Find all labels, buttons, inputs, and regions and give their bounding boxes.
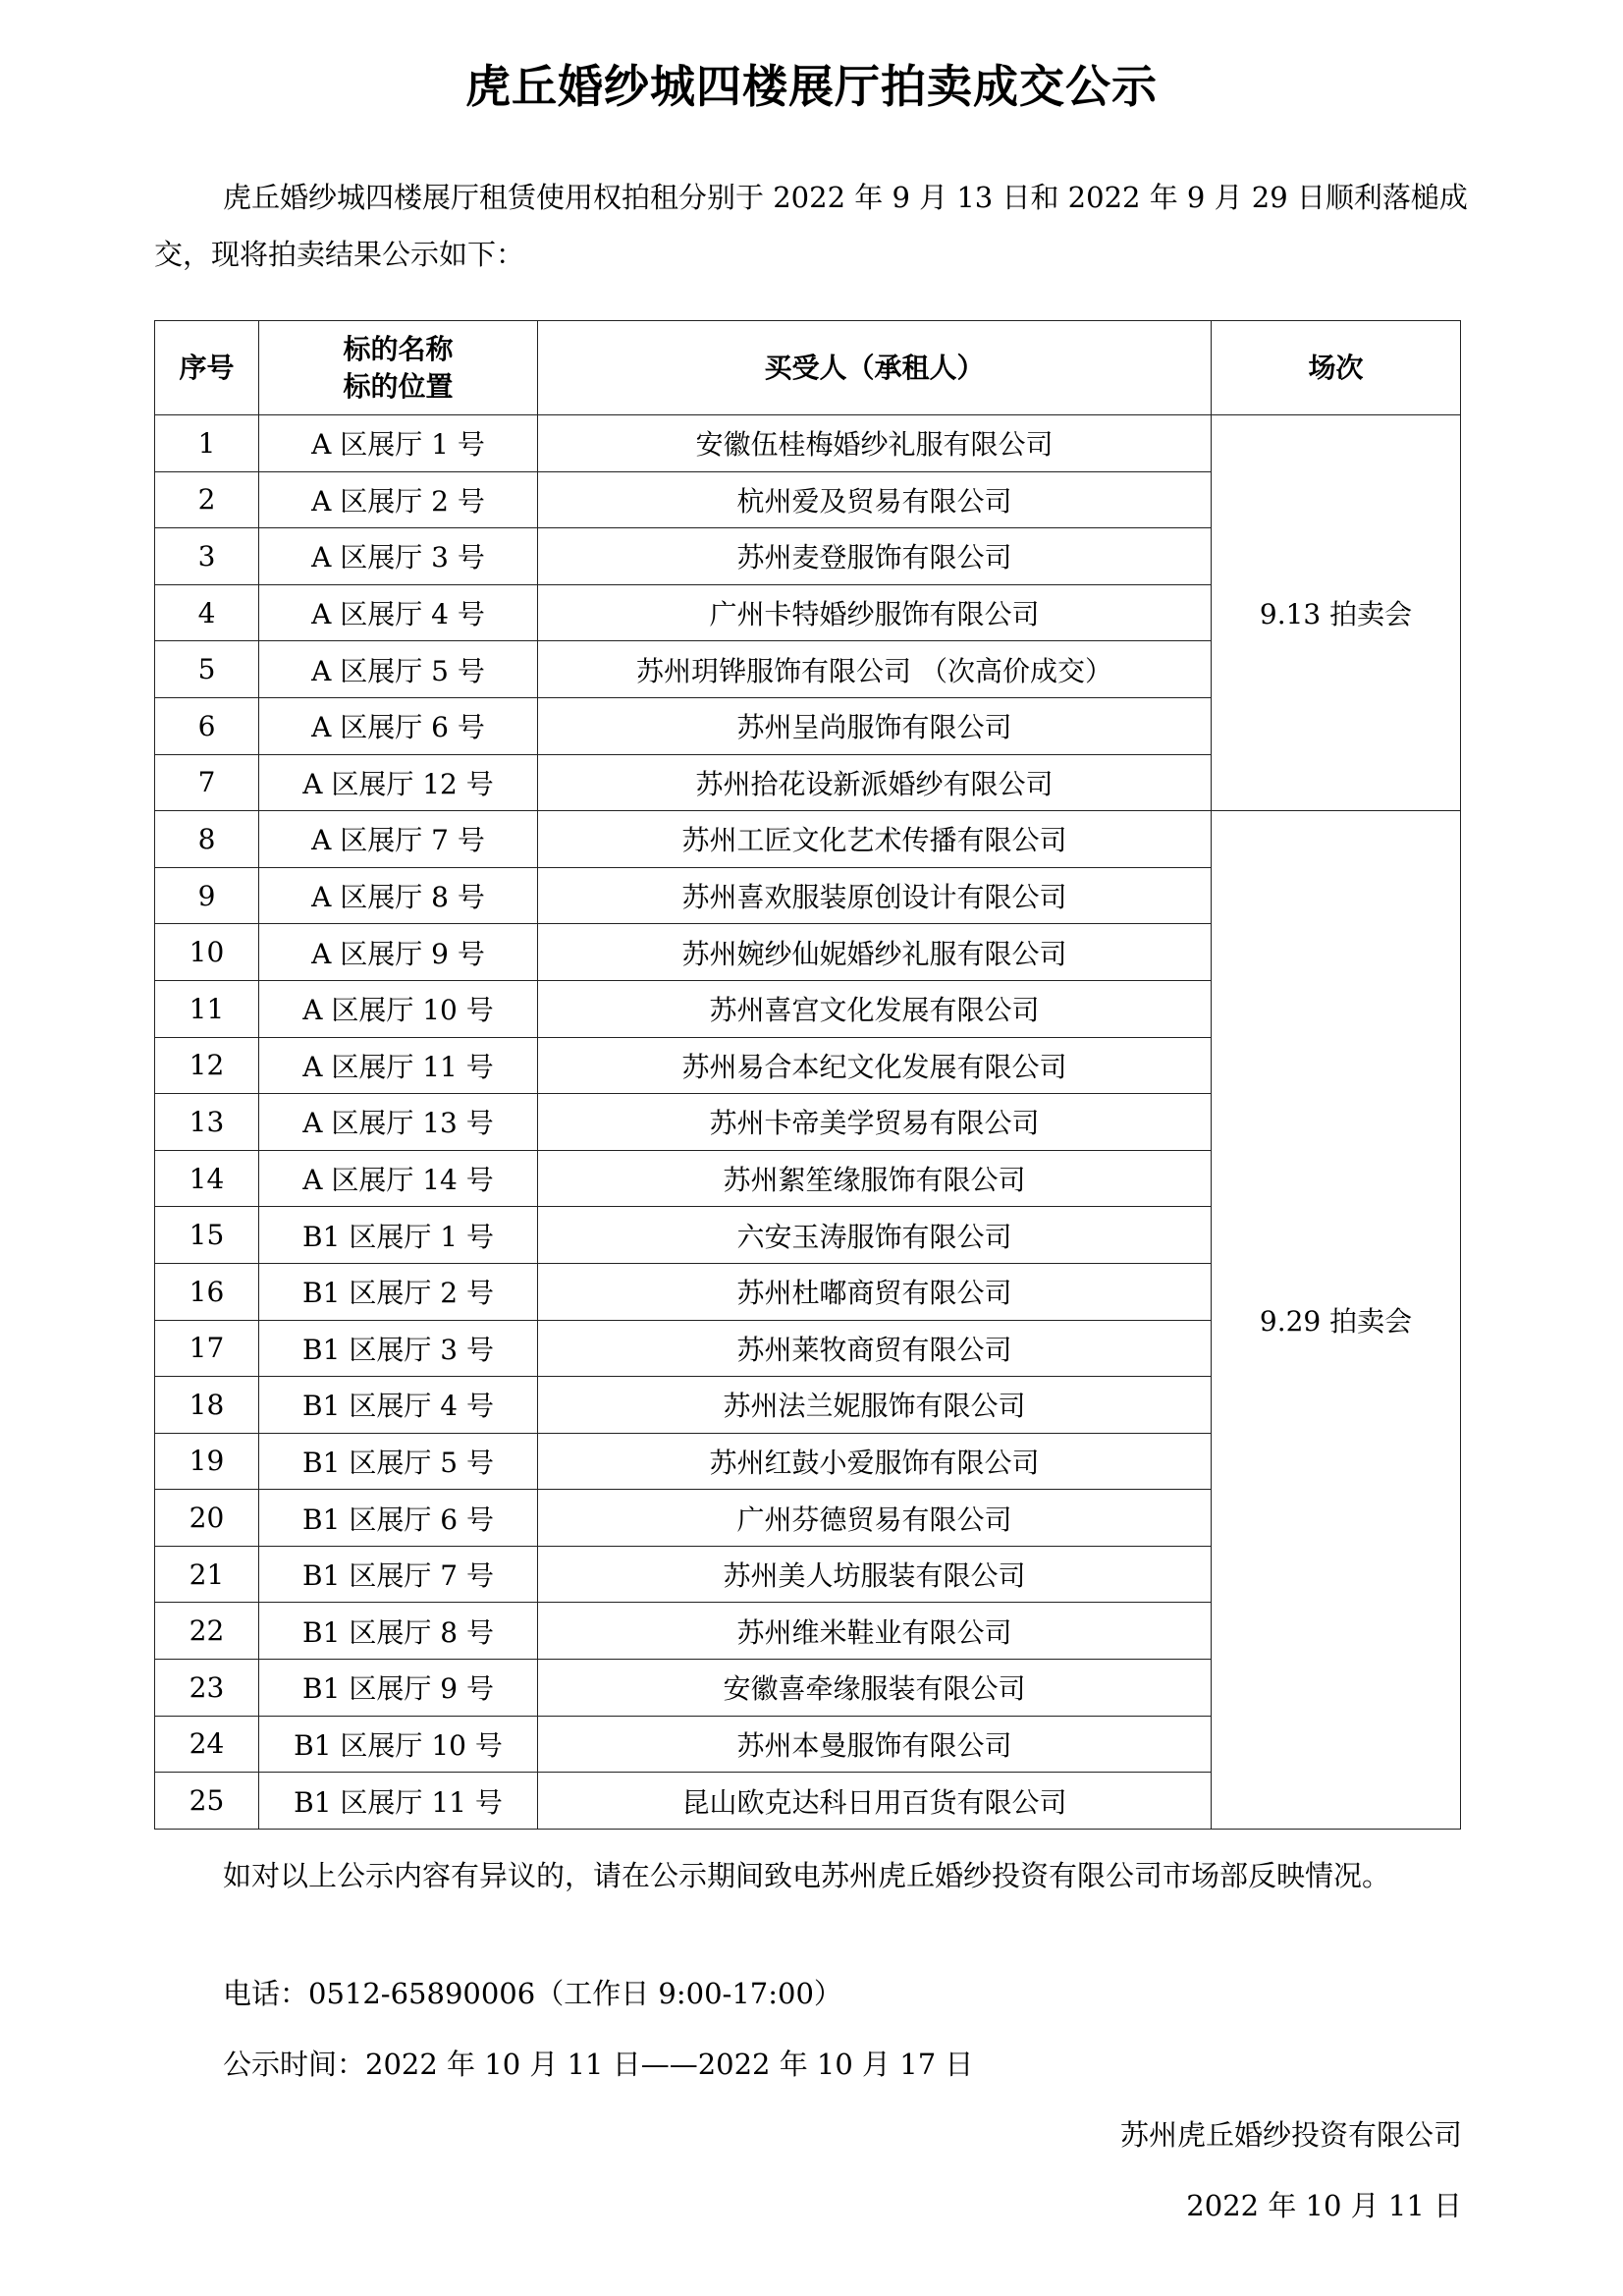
cell-buyer: 广州卡特婚纱服饰有限公司 <box>538 584 1212 641</box>
cell-buyer: 苏州美人坊服装有限公司 <box>538 1546 1212 1603</box>
cell-item: A 区展厅 7 号 <box>259 811 538 868</box>
cell-buyer: 苏州易合本纪文化发展有限公司 <box>538 1037 1212 1094</box>
header-item-name: 标的名称 <box>343 332 454 365</box>
cell-item: B1 区展厅 8 号 <box>259 1603 538 1660</box>
cell-buyer: 苏州呈尚服饰有限公司 <box>538 697 1212 754</box>
cell-buyer: 昆山欧克达科日用百货有限公司 <box>538 1773 1212 1830</box>
cell-session: 9.13 拍卖会 <box>1212 415 1461 811</box>
cell-item: A 区展厅 2 号 <box>259 471 538 528</box>
cell-buyer: 苏州法兰妮服饰有限公司 <box>538 1377 1212 1434</box>
cell-item: B1 区展厅 6 号 <box>259 1490 538 1547</box>
header-item-location: 标的位置 <box>343 369 454 403</box>
cell-buyer: 广州芬德贸易有限公司 <box>538 1490 1212 1547</box>
cell-item: A 区展厅 14 号 <box>259 1150 538 1207</box>
cell-buyer: 苏州玥铧服饰有限公司 （次高价成交） <box>538 641 1212 698</box>
cell-item: A 区展厅 13 号 <box>259 1094 538 1151</box>
cell-seq: 6 <box>155 697 259 754</box>
cell-buyer: 苏州拾花设新派婚纱有限公司 <box>538 754 1212 811</box>
publicity-period: 公示时间：2022 年 10 月 11 日——2022 年 10 月 17 日 <box>223 2048 974 2081</box>
contact-phone: 电话：0512-65890006（工作日 9:00-17:00） <box>223 1977 842 2010</box>
cell-session: 9.29 拍卖会 <box>1212 811 1461 1830</box>
cell-item: B1 区展厅 1 号 <box>259 1207 538 1264</box>
cell-item: B1 区展厅 11 号 <box>259 1773 538 1830</box>
cell-item: A 区展厅 4 号 <box>259 584 538 641</box>
cell-seq: 11 <box>155 980 259 1037</box>
cell-buyer: 六安玉涛服饰有限公司 <box>538 1207 1212 1264</box>
cell-seq: 22 <box>155 1603 259 1660</box>
cell-buyer: 苏州喜欢服装原创设计有限公司 <box>538 867 1212 924</box>
cell-seq: 4 <box>155 584 259 641</box>
cell-seq: 14 <box>155 1150 259 1207</box>
cell-item: A 区展厅 12 号 <box>259 754 538 811</box>
cell-buyer: 安徽喜牵缘服装有限公司 <box>538 1660 1212 1717</box>
cell-seq: 24 <box>155 1716 259 1773</box>
cell-buyer: 苏州麦登服饰有限公司 <box>538 528 1212 585</box>
cell-buyer: 苏州工匠文化艺术传播有限公司 <box>538 811 1212 868</box>
table-body <box>155 415 1461 1830</box>
cell-item: A 区展厅 3 号 <box>259 528 538 585</box>
cell-seq: 12 <box>155 1037 259 1094</box>
cell-seq: 10 <box>155 924 259 981</box>
cell-item: B1 区展厅 4 号 <box>259 1377 538 1434</box>
cell-seq: 7 <box>155 754 259 811</box>
cell-item: A 区展厅 11 号 <box>259 1037 538 1094</box>
header-session: 场次 <box>1212 321 1461 415</box>
cell-item: B1 区展厅 2 号 <box>259 1263 538 1320</box>
cell-item: B1 区展厅 7 号 <box>259 1546 538 1603</box>
cell-buyer: 苏州絮笙缘服饰有限公司 <box>538 1150 1212 1207</box>
table-row <box>155 811 1461 868</box>
header-seq: 序号 <box>155 321 259 415</box>
cell-item: A 区展厅 10 号 <box>259 980 538 1037</box>
cell-item: B1 区展厅 9 号 <box>259 1660 538 1717</box>
cell-buyer: 苏州喜宫文化发展有限公司 <box>538 980 1212 1037</box>
cell-seq: 2 <box>155 471 259 528</box>
header-buyer: 买受人（承租人） <box>538 321 1212 415</box>
cell-item: A 区展厅 5 号 <box>259 641 538 698</box>
objection-note: 如对以上公示内容有异议的，请在公示期间致电苏州虎丘婚纱投资有限公司市场部反映情况。 <box>223 1859 1391 1892</box>
cell-buyer: 苏州红鼓小爱服饰有限公司 <box>538 1433 1212 1490</box>
cell-item: B1 区展厅 5 号 <box>259 1433 538 1490</box>
cell-seq: 16 <box>155 1263 259 1320</box>
cell-item: A 区展厅 1 号 <box>259 415 538 472</box>
cell-buyer: 安徽伍桂梅婚纱礼服有限公司 <box>538 415 1212 472</box>
cell-seq: 17 <box>155 1320 259 1377</box>
cell-seq: 1 <box>155 415 259 472</box>
intro-paragraph: 虎丘婚纱城四楼展厅租赁使用权拍租分别于 2022 年 9 月 13 日和 2022 年 9 月 29 日顺利落槌成交，现将拍卖结果公示如下： <box>154 181 1468 271</box>
cell-seq: 5 <box>155 641 259 698</box>
cell-item: B1 区展厅 10 号 <box>259 1716 538 1773</box>
cell-buyer: 苏州本曼服饰有限公司 <box>538 1716 1212 1773</box>
cell-seq: 8 <box>155 811 259 868</box>
table-row <box>155 415 1461 472</box>
cell-seq: 15 <box>155 1207 259 1264</box>
cell-seq: 9 <box>155 867 259 924</box>
cell-buyer: 苏州杜嘟商贸有限公司 <box>538 1263 1212 1320</box>
header-item <box>259 321 538 415</box>
cell-item: A 区展厅 9 号 <box>259 924 538 981</box>
cell-seq: 19 <box>155 1433 259 1490</box>
cell-seq: 20 <box>155 1490 259 1547</box>
auction-results-table <box>154 320 1461 1830</box>
signature-company: 苏州虎丘婚纱投资有限公司 <box>1119 2118 1462 2152</box>
cell-seq: 25 <box>155 1773 259 1830</box>
table-header-row <box>155 321 1461 415</box>
cell-seq: 13 <box>155 1094 259 1151</box>
cell-seq: 18 <box>155 1377 259 1434</box>
cell-buyer: 苏州卡帝美学贸易有限公司 <box>538 1094 1212 1151</box>
cell-buyer: 苏州婉纱仙妮婚纱礼服有限公司 <box>538 924 1212 981</box>
cell-item: A 区展厅 6 号 <box>259 697 538 754</box>
signature-date: 2022 年 10 月 11 日 <box>1186 2189 1462 2222</box>
cell-item: B1 区展厅 3 号 <box>259 1320 538 1377</box>
cell-item: A 区展厅 8 号 <box>259 867 538 924</box>
cell-seq: 23 <box>155 1660 259 1717</box>
cell-seq: 3 <box>155 528 259 585</box>
cell-buyer: 杭州爱及贸易有限公司 <box>538 471 1212 528</box>
cell-seq: 21 <box>155 1546 259 1603</box>
cell-buyer: 苏州莱牧商贸有限公司 <box>538 1320 1212 1377</box>
cell-buyer: 苏州维米鞋业有限公司 <box>538 1603 1212 1660</box>
page-title: 虎丘婚纱城四楼展厅拍卖成交公示 <box>465 60 1158 113</box>
